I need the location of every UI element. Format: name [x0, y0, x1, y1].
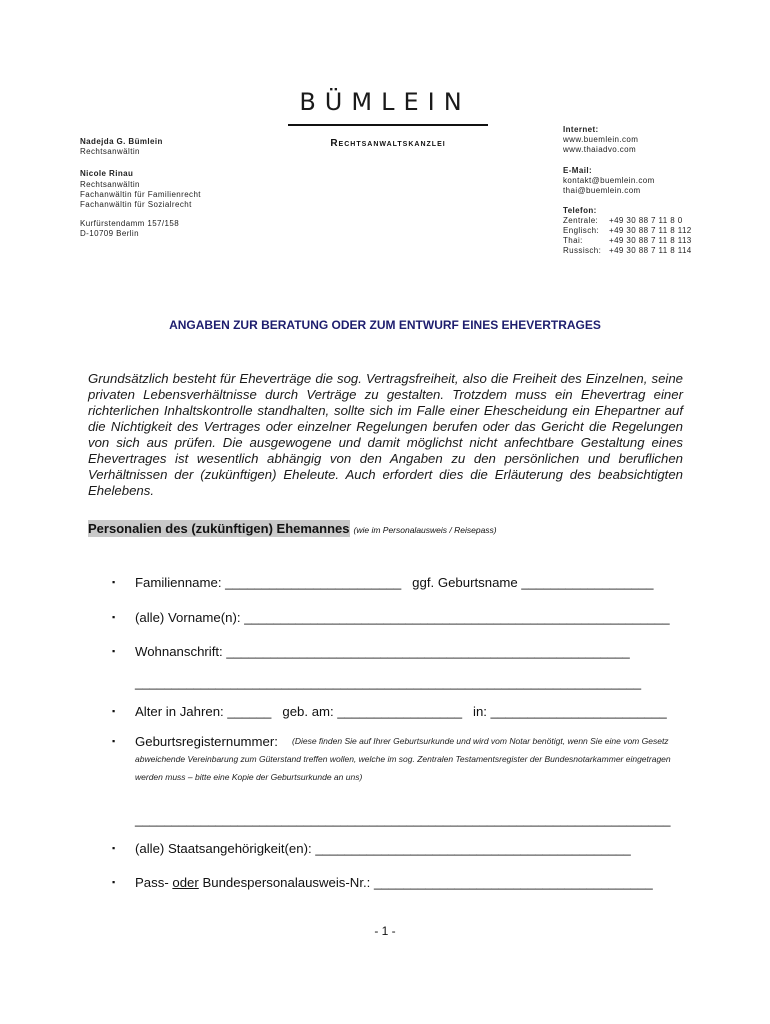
lawyer-block-2: [80, 169, 201, 210]
website-link[interactable]: www.thaiadvo.com: [563, 145, 637, 154]
alter-field[interactable]: Alter in Jahren: ______: [135, 704, 272, 719]
pass-field[interactable]: Bundespersonalausweis-Nr.: ______________________________________: [198, 875, 653, 890]
firm-tagline: Rechtsanwaltskanzlei: [330, 138, 446, 149]
field-pass[interactable]: [112, 875, 692, 890]
phone-label: Telefon:: [563, 206, 597, 215]
wohnanschrift-continuation-line[interactable]: _____________________________________________________________________: [135, 675, 642, 690]
vorname-field[interactable]: (alle) Vorname(n): __________________________________________________________: [135, 610, 670, 625]
field-staatsangehoerigkeit[interactable]: [112, 841, 692, 856]
lawyer-name: Nicole Rinau: [80, 169, 134, 178]
email-link[interactable]: thai@buemlein.com: [563, 186, 641, 195]
geburtsort-field[interactable]: in: ________________________: [473, 704, 667, 719]
bullet-icon: ▪: [112, 843, 116, 853]
phone-table: [563, 216, 692, 256]
website-link[interactable]: www.buemlein.com: [563, 135, 639, 144]
email-label: E-Mail:: [563, 166, 593, 175]
field-familienname[interactable]: [112, 575, 692, 590]
pass-oder: oder: [172, 875, 199, 890]
phone-number: +49 30 88 7 11 8 0: [609, 216, 683, 225]
address-street: Kurfürstendamm 157/158: [80, 219, 180, 228]
office-address: [80, 219, 179, 239]
bullet-icon: ▪: [112, 612, 116, 622]
phone-row: [563, 226, 692, 236]
lawyer-role: Fachanwältin für Familienrecht: [80, 190, 201, 199]
phone-row: [563, 236, 692, 246]
familienname-field[interactable]: Familienname: ________________________: [135, 575, 402, 590]
bullet-icon: ▪: [112, 577, 116, 587]
lawyer-role: Fachanwältin für Sozialrecht: [80, 200, 192, 209]
internet-label: Internet:: [563, 125, 599, 134]
section-note: (wie im Personalausweis / Reisepass): [353, 525, 497, 535]
logo-divider: [288, 124, 488, 126]
contact-email: [563, 166, 655, 196]
geb-am-field[interactable]: geb. am: _________________: [282, 704, 463, 719]
field-alter[interactable]: [112, 704, 692, 719]
lawyer-role: Rechtsanwältin: [80, 147, 140, 156]
email-link[interactable]: kontakt@buemlein.com: [563, 176, 655, 185]
contact-phone: [563, 206, 692, 256]
staatsangehoerigkeit-field[interactable]: (alle) Staatsangehörigkeit(en): ___________________________________________: [135, 841, 631, 856]
field-vorname[interactable]: [112, 610, 692, 625]
phone-row-label: Russisch:: [563, 246, 602, 255]
phone-number: +49 30 88 7 11 8 113: [609, 236, 692, 245]
lawyer-role: Rechtsanwältin: [80, 180, 140, 189]
phone-row-label: Englisch:: [563, 226, 600, 235]
lawyer-name: Nadejda G. Bümlein: [80, 137, 163, 146]
phone-number: +49 30 88 7 11 8 112: [609, 226, 692, 235]
geburtsname-field[interactable]: ggf. Geburtsname __________________: [412, 575, 654, 590]
section-title-text: Personalien des (zukünftigen) Ehemannes: [88, 521, 350, 536]
contact-internet: [563, 125, 638, 155]
phone-row-label: Zentrale:: [563, 216, 599, 225]
lawyer-block-1: [80, 137, 163, 157]
document-heading: ANGABEN ZUR BERATUNG ODER ZUM ENTWURF EINES EHEVERTRAGES: [169, 318, 601, 332]
address-city: D-10709 Berlin: [80, 229, 139, 238]
wohnanschrift-field[interactable]: Wohnanschrift: _______________________________________________________: [135, 644, 630, 659]
bullet-icon: ▪: [112, 706, 116, 716]
phone-row: [563, 216, 692, 226]
page-number: - 1 -: [374, 924, 396, 938]
section-title: [88, 521, 497, 536]
bullet-icon: ▪: [112, 646, 116, 656]
firm-logo: BÜMLEIN: [299, 88, 471, 116]
bullet-icon: ▪: [112, 877, 116, 887]
geburtsregister-field[interactable]: _________________________________________________________________________: [135, 812, 671, 827]
bullet-icon: ▪: [112, 736, 116, 746]
pass-prefix: Pass-: [135, 875, 173, 890]
field-wohnanschrift[interactable]: [112, 644, 692, 659]
phone-row-label: Thai:: [563, 236, 583, 245]
phone-number: +49 30 88 7 11 8 114: [609, 246, 692, 255]
geburtsregister-note: (Diese finden Sie auf Ihrer Geburtsurkunde und wird vom Notar benötigt, wenn Sie eine vom Gesetz abweichende Vereinbarung zum Güterstand treffen wollen, welche im sog. Zentralen Testamentsregister der Bundesnotarkammer eingetragen werden muss – bitte eine Kopie der Geburtsurkunde an uns): [135, 736, 671, 782]
geburtsregister-label: Geburtsregisternummer:: [135, 734, 278, 749]
intro-paragraph: Grundsätzlich besteht für Eheverträge die sog. Vertragsfreiheit, also die Freiheit des Einzelnen, seine privaten Lebensverhältnisse durch Verträge zu gestalten. Trotzdem muss ein Ehevertrag einer richterlichen Inhaltskontrolle standhalten, sollte sich im Falle einer Ehescheidung ein Ehepartner auf die Nichtigkeit des Vertrages oder einzelner Regelungen berufen oder das Gericht die Regelungen von sich aus prüfen. Die ausgewogene und damit möglichst nicht anfechtbare Gestaltung eines Ehevertrages ist wesentlich abhängig von den Angaben zu den persönlichen und beruflichen Verhältnissen der (zukünftigen) Eheleute. Auch erfordert dies die Erläuterung des beabsichtigten Ehelebens.: [88, 371, 683, 498]
phone-row: [563, 246, 692, 256]
